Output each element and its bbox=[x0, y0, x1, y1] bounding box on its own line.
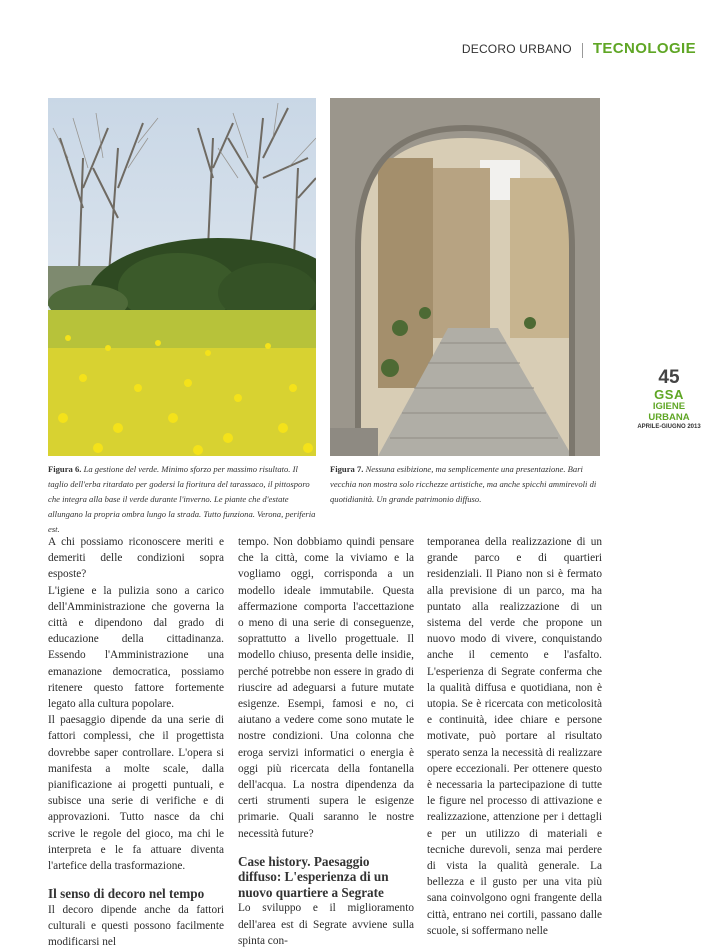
article-column-3 bbox=[427, 534, 602, 939]
brand-logo: GSA bbox=[654, 387, 684, 402]
body-paragraph: L'igiene e la pulizia sono a carico dell'Amministrazione che governa la città e dipendono dal grado di educazione della cittadinanza. Essendo l'Amministrazione una emanazione democratica, possiamo ritenere questo fattore fortemente legato alla cultura popolare. bbox=[48, 584, 224, 711]
magazine-name: IGIENE URBANA bbox=[648, 401, 690, 423]
magazine-badge bbox=[637, 368, 701, 431]
body-paragraph: Il paesaggio dipende da una serie di fattori complessi, che il progettista dovrebbe saper controllare. L'opera si manifesta a molte scale, dalla pianificazione ai progetti puntuali, e subisce una serie di verifiche e di approvazioni. Tutto nasce da chi scrive le regole del gioco, ma chi le interpreta e le fa attuare diventa l'artefice della trasformazione. bbox=[48, 714, 224, 873]
body-paragraph: Lo sviluppo e il miglioramento dell'area est di Segrate avviene sulla spinta con- bbox=[238, 902, 414, 947]
figure-6-label: Figura 6. bbox=[48, 464, 82, 474]
section-label: DECORO URBANO bbox=[461, 42, 572, 56]
issue-date: APRILE-GIUGNO 2013 bbox=[637, 424, 701, 430]
section-heading: Case history. Paesaggio diffuso: L'esperienza di un nuovo quartiere a Segrate bbox=[238, 853, 389, 900]
body-paragraph: temporanea della realizzazione di un grande parco e di quartieri residenziali. Il Piano non si è fermato alla previsione di un parco, ma ha puntato alla realizzazione di un sistema del verde che propone un nuovo modo di vivere, conquistando anche il cemento e l'asfalto. L'esperienza di Segrate conferma che la qualità diffusa e quotidiana, non è utopia. Se è ricercata con meticolosità e continuità, idee chiare e persone motivate, può portare al risultato sperato senza la necessità di realizzare opere eccezionali. Per ottenere questo è necessaria la partecipazione di tutte le figure nel processo di attivazione e realizzazione, attenzione per i dettagli e per un utilizzo di materiali e tecniche durevoli, senza mai perdere di vista la qualità generale. La bellezza e il gusto per una vita più sana coinvolgono ogni frangente della città, entrano nei cortili, passano dalle scuole, si soffermano nelle bbox=[427, 536, 602, 937]
figure-6-text: La gestione del verde. Minimo sforzo per massimo risultato. Il taglio dell'erba ritardato per godersi la fioritura del tarassaco, il pittosporo che integra alla base il verde durante l'inverno. Le piante che d'estate allungano la propria ombra lungo la strada. Tutto funziona. Verona, periferia est. bbox=[48, 464, 316, 534]
page-header bbox=[462, 40, 696, 60]
article-column-2 bbox=[238, 534, 414, 949]
category-tag: TECNOLOGIE bbox=[592, 40, 696, 57]
section-heading: Il senso di decoro nel tempo bbox=[48, 886, 205, 902]
body-paragraph: A chi possiamo riconoscere meriti e demeriti delle condizioni sopra esposte? bbox=[48, 536, 224, 581]
figure-6-photo bbox=[48, 98, 316, 456]
header-divider bbox=[582, 43, 583, 58]
figure-7-photo bbox=[330, 98, 600, 456]
figure-7-text: Nessuna esibizione, ma semplicemente una presentazione. Bari vecchia non mostra solo ricchezze artistiche, ma anche spicchi ammirevoli di quotidianità. Un grande patrimonio diffuso. bbox=[330, 464, 597, 504]
body-paragraph: Il decoro dipende anche da fattori culturali e questi possono facilmente modificarsi nel bbox=[48, 903, 224, 949]
page-number: 45 bbox=[658, 367, 680, 388]
figure-6-caption bbox=[48, 462, 318, 537]
article-column-1 bbox=[48, 534, 224, 950]
figure-7-caption bbox=[330, 462, 602, 507]
figure-7-label: Figura 7. bbox=[330, 464, 364, 474]
body-paragraph: tempo. Non dobbiamo quindi pensare che la città, come la viviamo e la vogliamo oggi, corrisponda a un modello ideale immutabile. Questa affermazione comporta l'accettazione o meno di una serie di conseguenze, soprattutto a livello progettuale. Il modello chiuso, presenta delle insidie, perché potrebbe non essere in grado di riuscire ad adeguarsi a future mutate esigenze. Esempi, famosi e no, ci aiutano a vedere come sono mutate le nostre condizioni. Una colonna che eroga servizi informatici o energia è oggi più ricercata della fontanella dell'acqua. La nostra dipendenza da certi strumenti supera le esigenze primarie. Quali saranno le nostre necessità future? bbox=[238, 536, 414, 840]
